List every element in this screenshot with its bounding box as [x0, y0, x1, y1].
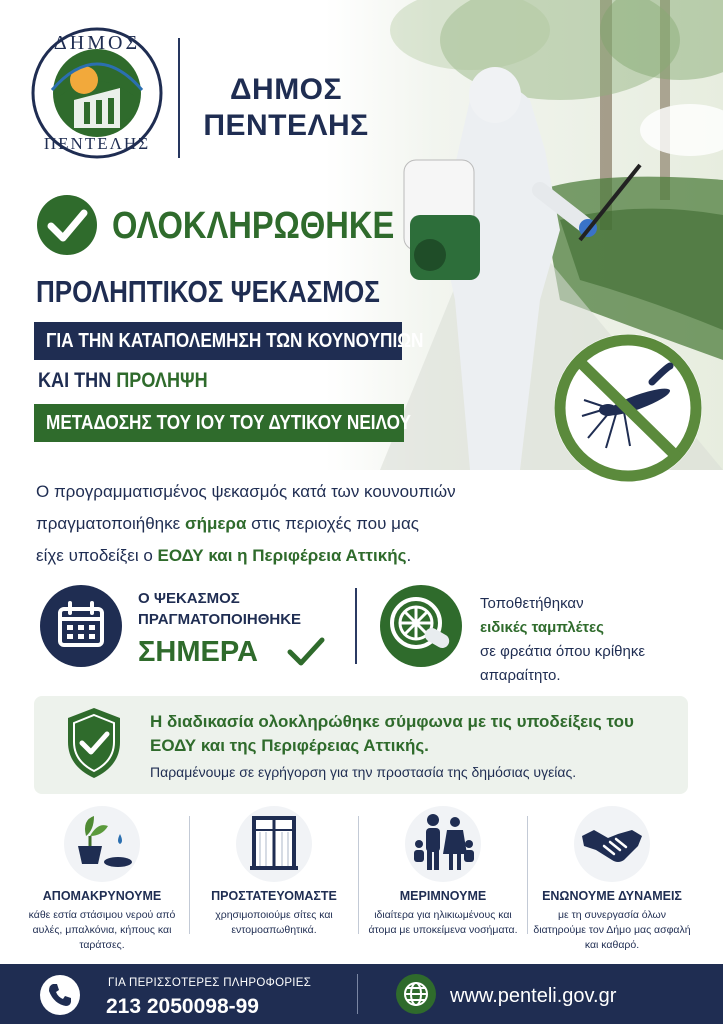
- column-care: [359, 806, 527, 956]
- intro-line3-post: .: [406, 546, 412, 565]
- handshake-icon: [574, 806, 650, 882]
- column-title: ΠΡΟΣΤΑΤΕΥΟΜΑΣΤΕ: [211, 889, 337, 903]
- municipality-name: [196, 72, 376, 144]
- column-title: ΜΕΡΙΜΝΟΥΜΕ: [399, 889, 487, 903]
- notice-main-text: Η διαδικασία ολοκληρώθηκε σύμφωνα με τις υποδείξεις του ΕΟΔΥ και της Περιφέρειας Αττικής.: [150, 712, 634, 755]
- column-title: ΑΠΟΜΑΚΡΥΝΟΥΜΕ: [42, 889, 162, 903]
- footer-divider: [357, 974, 358, 1014]
- mosquito-band-text: ΓΙΑ ΤΗΝ ΚΑΤΑΠΟΛΕΜΗΣΗ ΤΩΝ ΚΟΥΝΟΥΠΙΩΝ: [46, 330, 424, 352]
- tablets-highlight: ειδικές ταμπλέτες: [480, 619, 604, 636]
- check-mark-icon: [286, 636, 326, 668]
- header-divider: [178, 38, 180, 158]
- tablets-line1: Τοποθετήθηκαν: [480, 595, 584, 612]
- intro-line2: [36, 508, 556, 540]
- more-info-label: ΓΙΑ ΠΕΡΙΣΣΟΤΕΡΕΣ ΠΛΗΡΟΦΟΡΙΕΣ: [108, 977, 312, 989]
- tablets-text: [480, 592, 700, 688]
- column-text: με τη συνεργασία όλων διατηρούμε τον Δήμο μας ασφαλή και καθαρό.: [533, 909, 691, 951]
- plant-pot-icon: [64, 806, 140, 882]
- column-unite: [528, 806, 696, 956]
- intro-line3: [36, 540, 556, 572]
- intro-line3-highlight: ΕΟΔΥ και η Περιφέρεια Αττικής: [157, 546, 407, 565]
- municipality-line1: ΔΗΜΟΣ: [229, 73, 343, 106]
- intro-line2-pre: πραγματοποιήθηκε: [36, 514, 185, 533]
- spraying-title: ΠΡΟΛΗΠΤΙΚΟΣ ΨΕΚΑΣΜΟΣ: [36, 274, 380, 309]
- west-nile-band: [34, 404, 411, 442]
- calendar-icon-badge: [40, 585, 122, 667]
- spraying-done-line1: Ο ΨΕΚΑΣΜΟΣ: [138, 590, 240, 607]
- municipality-logo: [22, 18, 172, 168]
- column-protect: [190, 806, 358, 956]
- column-text: ιδιαίτερα για ηλικιωμένους και άτομα με υποκείμενα νοσήματα.: [368, 909, 518, 936]
- column-text: χρησιμοποιούμε σίτες και εντομοαπωθητικά.: [215, 909, 333, 936]
- today-label: ΣΗΜΕΡΑ: [138, 636, 258, 668]
- spraying-done-line2: ΠΡΑΓΜΑΤΟΠΟΙΗΘΗΚΕ: [138, 611, 302, 628]
- spraying-done-label: [138, 588, 301, 630]
- shield-check-icon: [64, 706, 124, 780]
- notice-sub-text: Παραμένουμε σε εγρήγορση για την προστασία της δημόσιας υγείας.: [150, 764, 577, 780]
- prevention-highlight: ΠΡΟΛΗΨΗ: [116, 369, 208, 392]
- column-text: κάθε εστία στάσιμου νερού από αυλές, μπαλκόνια, κήπους και ταράτσες.: [28, 909, 176, 951]
- website-link[interactable]: www.penteli.gov.gr: [450, 985, 617, 1007]
- drain-tablet-icon: [380, 585, 462, 667]
- intro-paragraph: [36, 476, 556, 572]
- column-title: ΕΝΩΝΟΥΜΕ ΔΥΝΑΜΕΙΣ: [542, 889, 682, 903]
- intro-line3-pre: είχε υποδείξει ο: [36, 546, 158, 565]
- logo-text-top: ΔΗΜΟΣ: [53, 32, 141, 54]
- prevention-line: [38, 364, 208, 398]
- drain-icon-badge: [380, 585, 462, 667]
- info-divider: [355, 588, 357, 664]
- intro-line2-post: στις περιοχές που μας: [246, 514, 419, 533]
- mosquito-band: [34, 322, 424, 360]
- column-remove-water: [18, 806, 186, 956]
- intro-line1: Ο προγραμματισμένος ψεκασμός κατά των κουνουπιών: [36, 482, 456, 501]
- completed-headline: ΟΛΟΚΛΗΡΩΘΗΚΕ: [112, 205, 395, 247]
- no-mosquito-icon: [548, 328, 708, 488]
- municipality-line2: ΠΕΝΤΕΛΗΣ: [203, 109, 369, 142]
- tablets-line3: σε φρεάτια όπου κρίθηκε: [480, 643, 646, 660]
- logo-text-bottom: ΠΕΝΤΕΛΗΣ: [43, 134, 151, 153]
- tablets-line4: απαραίτητο.: [480, 667, 561, 684]
- window-screen-icon: [236, 806, 312, 882]
- calendar-icon: [40, 585, 122, 667]
- check-circle-icon: [36, 194, 98, 256]
- prevention-prefix: ΚΑΙ ΤΗΝ: [38, 369, 117, 392]
- globe-icon: [396, 974, 436, 1014]
- phone-number[interactable]: 213 2050098-99: [106, 995, 259, 1018]
- intro-line2-highlight: σήμερα: [184, 514, 247, 533]
- family-icon: [405, 806, 481, 882]
- west-nile-band-text: ΜΕΤΑΔΟΣΗΣ ΤΟΥ ΙΟΥ ΤΟΥ ΔΥΤΙΚΟΥ ΝΕΙΛΟΥ: [46, 412, 411, 434]
- phone-icon: [40, 975, 80, 1015]
